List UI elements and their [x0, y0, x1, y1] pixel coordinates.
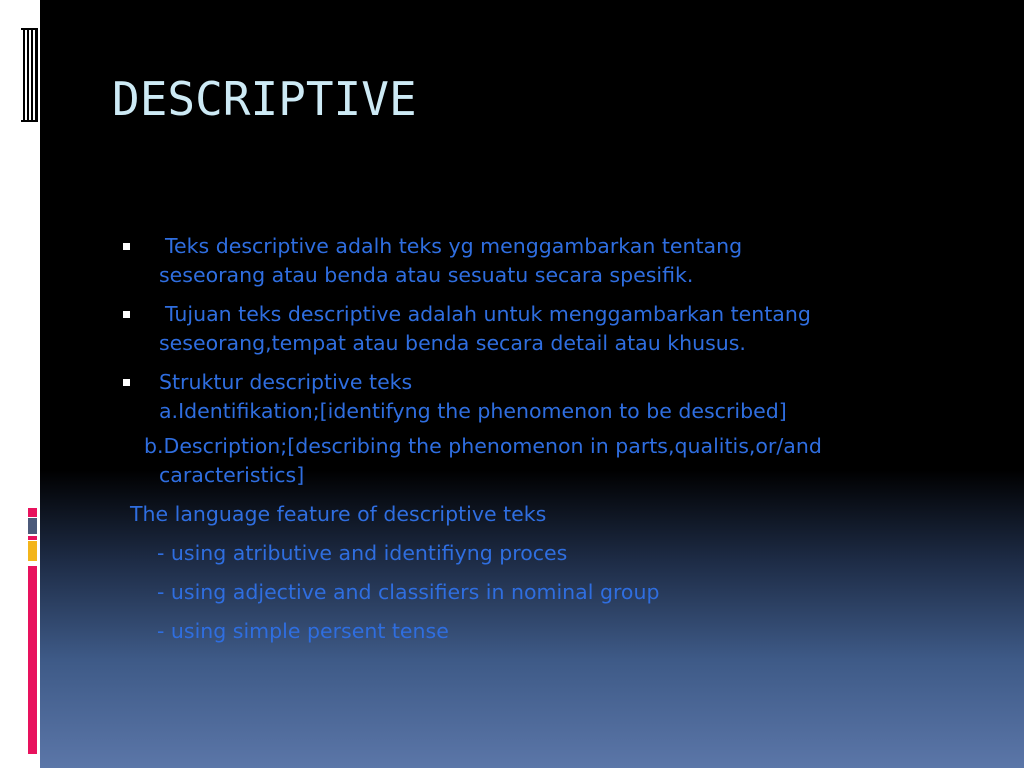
description-line: caracteristics]: [159, 463, 305, 487]
language-feature-item: - using atributive and identifiyng proces: [157, 541, 568, 565]
bullet-text-line: Struktur descriptive teks: [159, 370, 413, 394]
slide-title: DESCRIPTIVE: [112, 72, 417, 126]
language-feature-item: - using adjective and classifiers in nominal group: [157, 580, 660, 604]
bullet-text-line: seseorang,tempat atau benda secara detail atau khusus.: [159, 331, 746, 355]
square-bullet-icon: [123, 243, 130, 250]
square-bullet-icon: [123, 311, 130, 318]
accent-bar-red-thin: [28, 536, 37, 540]
bullet-text-line: a.Identifikation;[identifyng the phenomenon to be described]: [159, 399, 787, 423]
bullet-text-line: Teks descriptive adalh teks yg menggambarkan tentang: [165, 234, 743, 258]
bullet-point-purpose: [120, 300, 1000, 358]
language-feature-heading: The language feature of descriptive teks: [130, 502, 547, 526]
bullet-point-definition: [120, 232, 1000, 290]
accent-bar-pink: [28, 566, 37, 754]
square-bullet-icon: [123, 379, 130, 386]
slide-content: [120, 232, 1000, 656]
bullet-text-line: Tujuan teks descriptive adalah untuk menggambarkan tentang: [165, 302, 811, 326]
description-line: b.Description;[describing the phenomenon in parts,qualitis,or/and: [144, 434, 822, 458]
accent-bar-yellow: [28, 541, 37, 561]
book-grid-icon: [0, 0, 40, 130]
accent-bar-red: [28, 508, 37, 517]
structure-description-block: [120, 432, 1000, 490]
bullet-point-structure: [120, 368, 1000, 426]
bullet-text-line: seseorang atau benda atau sesuatu secara spesifik.: [159, 263, 694, 287]
language-feature-item: - using simple persent tense: [157, 619, 449, 643]
accent-bar-blue: [28, 518, 37, 534]
